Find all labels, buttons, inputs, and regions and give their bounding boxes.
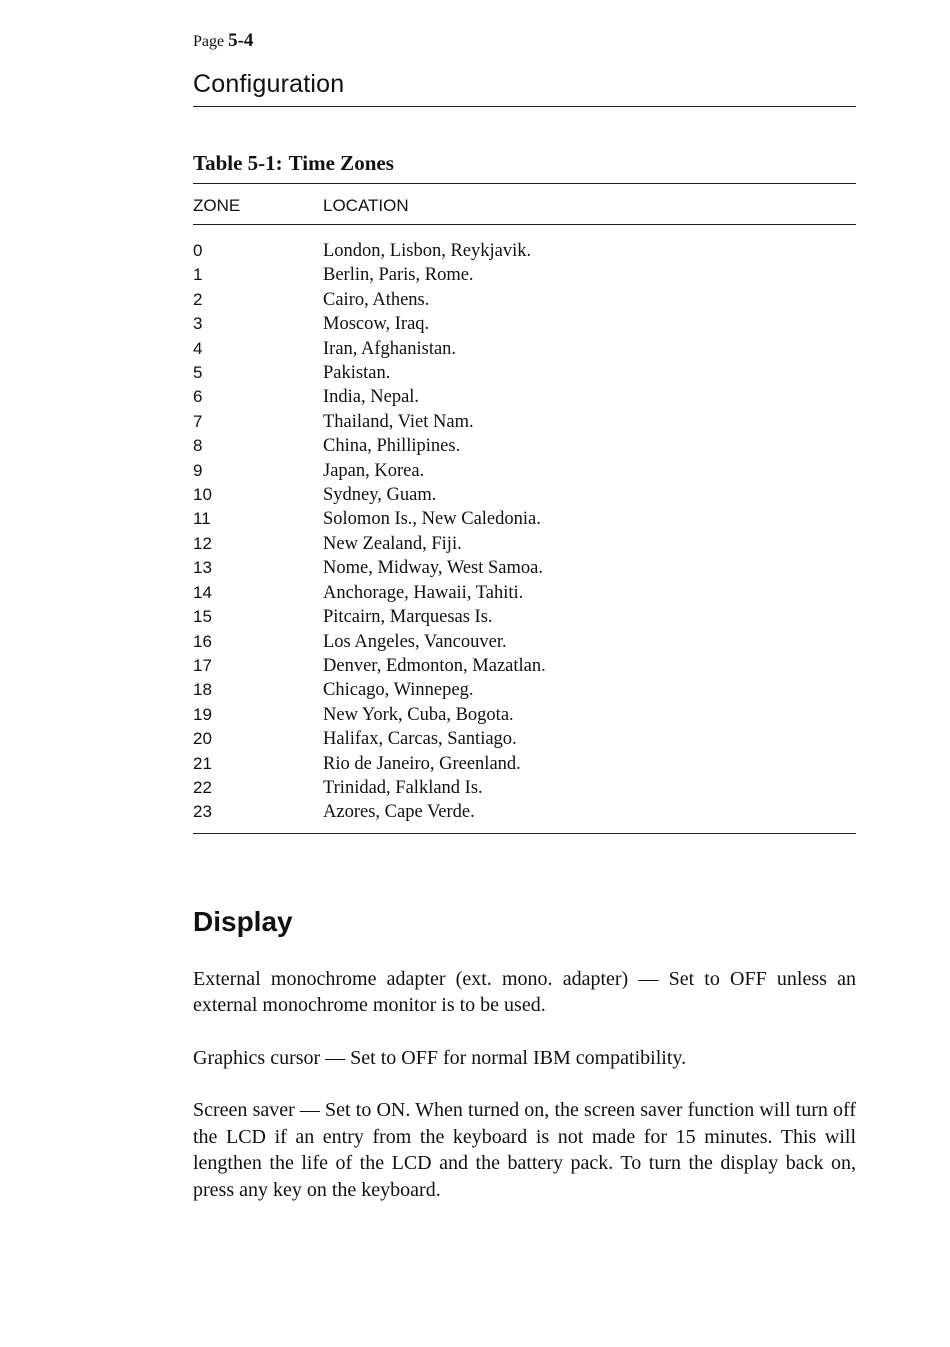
location-cell: Trinidad, Falkland Is. [323, 777, 483, 798]
zone-cell: 23 [193, 802, 212, 822]
table-row [193, 605, 856, 629]
table-row [193, 532, 856, 556]
location-cell: Denver, Edmonton, Mazatlan. [323, 655, 546, 676]
table-row [193, 337, 856, 361]
paragraph-graphics-cursor: Graphics cursor — Set to OFF for normal IBM compatibility. [193, 1046, 687, 1069]
column-header-location: LOCATION [323, 184, 856, 225]
table-row [193, 703, 856, 727]
zone-cell: 16 [193, 631, 212, 651]
location-cell: New York, Cuba, Bogota. [323, 704, 514, 725]
location-cell: Los Angeles, Vancouver. [323, 631, 507, 652]
table-row [193, 483, 856, 507]
location-cell: Cairo, Athens. [323, 289, 430, 310]
table-caption-title: Time Zones [288, 151, 394, 175]
location-cell: Chicago, Winnepeg. [323, 680, 474, 701]
location-cell: Anchorage, Hawaii, Tahiti. [323, 582, 524, 603]
location-cell: Pakistan. [323, 363, 391, 384]
zone-cell: 15 [193, 607, 212, 627]
paragraph-screen-saver: Screen saver — Set to ON. When turned on, the screen saver function will turn off the LCD if an entry from the keyboard is not made for 15 minutes. This will lengthen the life of the LCD and the battery pack. To turn the display back on, press any key on the keyboard. [193, 1099, 856, 1201]
table-row [193, 752, 856, 776]
location-cell: Berlin, Paris, Rome. [323, 265, 474, 286]
manual-page [193, 28, 856, 1203]
zone-cell: 22 [193, 777, 212, 797]
table-row [193, 800, 856, 832]
table-row [193, 727, 856, 751]
table-bottom-rule [193, 833, 856, 834]
location-cell: Pitcairn, Marquesas Is. [323, 607, 493, 628]
zone-cell: 6 [193, 387, 203, 407]
zone-cell: 19 [193, 704, 212, 724]
page-number [193, 28, 856, 54]
location-cell: New Zealand, Fiji. [323, 533, 462, 554]
location-cell: Halifax, Carcas, Santiago. [323, 729, 517, 750]
location-cell: Nome, Midway, West Samoa. [323, 558, 543, 579]
display-heading: Display [193, 905, 293, 937]
location-cell: Rio de Janeiro, Greenland. [323, 753, 521, 774]
time-zones-table [193, 184, 856, 833]
zone-cell: 8 [193, 436, 203, 456]
table-row [193, 410, 856, 434]
column-header-zone: ZONE [193, 184, 323, 225]
zone-cell: 9 [193, 460, 203, 480]
table-row [193, 385, 856, 409]
location-cell: India, Nepal. [323, 387, 420, 408]
table-row [193, 556, 856, 580]
zone-cell: 0 [193, 241, 203, 260]
zone-cell: 1 [193, 265, 203, 285]
table-caption [193, 149, 856, 184]
table-caption-label: Table 5-1: [193, 151, 283, 175]
zone-cell: 4 [193, 338, 203, 358]
zone-cell: 5 [193, 363, 203, 383]
location-cell: Solomon Is., New Caledonia. [323, 509, 541, 530]
zone-cell: 20 [193, 729, 212, 749]
table-row [193, 225, 856, 264]
table-row [193, 361, 856, 385]
section-title: Configuration [193, 68, 856, 107]
table-row [193, 288, 856, 312]
location-cell: Japan, Korea. [323, 460, 425, 481]
table-header-row [193, 184, 856, 225]
zone-cell: 21 [193, 753, 212, 773]
table-row [193, 434, 856, 458]
location-cell: Azores, Cape Verde. [323, 802, 475, 823]
page-number-label: Page [193, 33, 225, 50]
table-body [193, 225, 856, 833]
page-number-value: 5-4 [228, 30, 254, 51]
location-cell: China, Phillipines. [323, 436, 461, 457]
table-row [193, 630, 856, 654]
table-row [193, 312, 856, 336]
table-row [193, 678, 856, 702]
location-cell: Iran, Afghanistan. [323, 338, 457, 359]
table-row [193, 776, 856, 800]
zone-cell: 10 [193, 485, 212, 505]
zone-cell: 12 [193, 533, 212, 553]
zone-cell: 13 [193, 558, 212, 578]
location-cell: London, Lisbon, Reykjavik. [323, 241, 532, 261]
zone-cell: 11 [193, 509, 211, 529]
table-row [193, 507, 856, 531]
zone-cell: 17 [193, 655, 212, 675]
table-row [193, 654, 856, 678]
zone-cell: 18 [193, 680, 212, 700]
location-cell: Sydney, Guam. [323, 485, 437, 506]
paragraph-ext-mono-adapter: External monochrome adapter (ext. mono. adapter) — Set to OFF unless an external monochrome monitor is to be used. [193, 967, 856, 1017]
table-row [193, 263, 856, 287]
zone-cell: 3 [193, 314, 203, 334]
table-row [193, 581, 856, 605]
table-row [193, 459, 856, 483]
zone-cell: 7 [193, 411, 203, 431]
location-cell: Thailand, Viet Nam. [323, 411, 474, 432]
zone-cell: 2 [193, 289, 203, 309]
zone-cell: 14 [193, 582, 212, 602]
location-cell: Moscow, Iraq. [323, 314, 430, 335]
